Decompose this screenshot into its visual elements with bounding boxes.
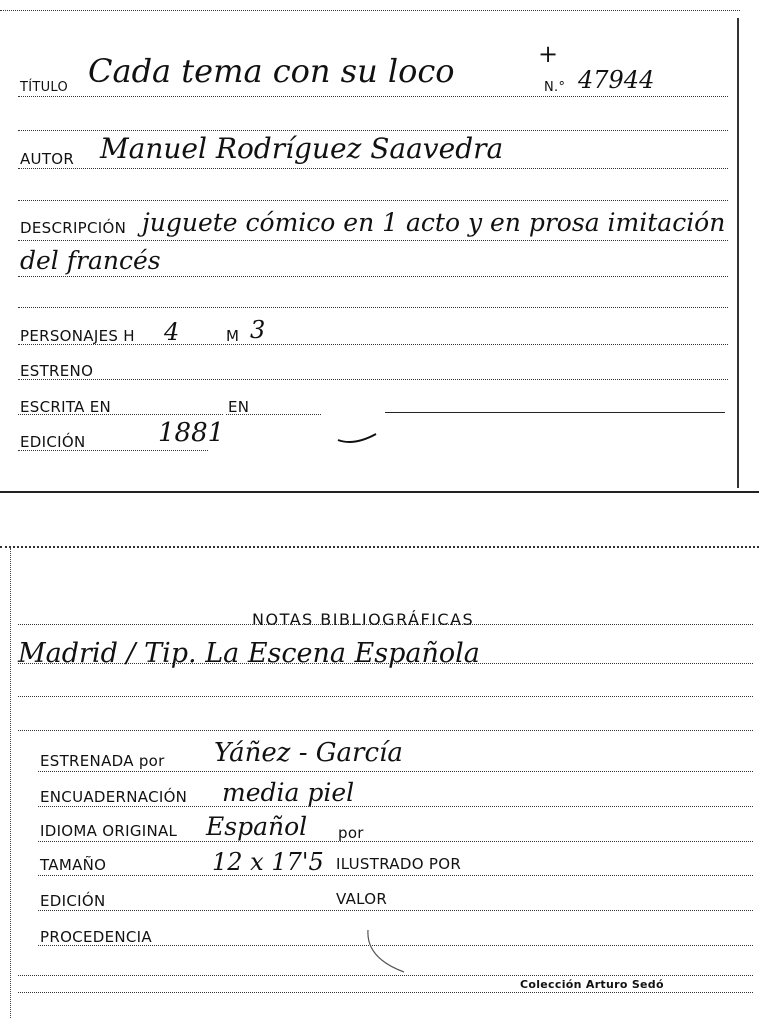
procedencia-label: PROCEDENCIA (40, 928, 152, 946)
personajes-m-label: M (226, 327, 240, 345)
notas-rule-1 (18, 624, 753, 625)
catalog-card-bottom (0, 530, 759, 1028)
personajes-h-value: 4 (164, 318, 180, 346)
catalog-card-top (0, 0, 759, 500)
tamano-label: TAMAÑO (40, 856, 107, 874)
escrita-en-rule-3 (385, 412, 725, 413)
titulo-rule (18, 96, 728, 97)
notas-rule-2 (18, 663, 753, 664)
notas-heading: NOTAS BIBLIOGRÁFICAS (252, 610, 475, 629)
escrita-en2-label: EN (228, 398, 250, 416)
blank-rule-1 (18, 130, 728, 131)
tamano-rule (38, 875, 753, 876)
tamano-value: 12 x 17'5 (212, 848, 324, 876)
escrita-en-rule-1 (18, 414, 223, 415)
descripcion-line2: del francés (20, 246, 161, 275)
estrenada-rule (38, 771, 753, 772)
personajes-rule (18, 344, 728, 345)
blank-rule-3 (18, 307, 728, 308)
titulo-label: TÍTULO (20, 80, 69, 95)
coleccion-label: Colección Arturo Sedó (520, 978, 664, 991)
card-left-edge (10, 548, 11, 1018)
edicion2-label: EDICIÓN (40, 892, 106, 910)
pencil-stroke-mark (364, 928, 414, 978)
edicion-value: 1881 (158, 418, 225, 448)
pencil-stroke-mark (336, 430, 380, 446)
encuadernacion-value: media piel (222, 778, 355, 807)
procedencia-rule-2 (18, 975, 753, 976)
estrenada-value: Yáñez - García (214, 738, 403, 768)
idioma-label: IDIOMA ORIGINAL (40, 822, 178, 840)
estreno-label: ESTRENO (20, 362, 94, 380)
escrita-en-rule-2 (226, 414, 321, 415)
valor-label: VALOR (336, 890, 388, 908)
card-bottom-edge (0, 491, 759, 493)
autor-value: Manuel Rodríguez Saavedra (100, 132, 504, 165)
personajes-label: PERSONAJES H (20, 327, 135, 345)
notas-value: Madrid / Tip. La Escena Española (18, 638, 480, 669)
titulo-value: Cada tema con su loco (88, 52, 455, 90)
notas-rule-4 (18, 730, 753, 731)
blank-rule-2 (18, 200, 728, 201)
card-bottom-edge (18, 992, 753, 993)
idioma-value: Español (206, 812, 308, 841)
numero-value: 47944 (578, 66, 655, 94)
escrita-en-label: ESCRITA EN (20, 398, 112, 416)
ilustrado-label: ILUSTRADO POR (336, 855, 462, 873)
encuadernacion-label: ENCUADERNACIÓN (40, 788, 188, 806)
edicion2-rule (38, 910, 753, 911)
edicion-rule (18, 450, 208, 451)
numero-label: N.° (544, 80, 566, 95)
estrenada-label: ESTRENADA por (40, 752, 165, 770)
card-right-edge (737, 18, 739, 488)
edicion-label: EDICIÓN (20, 433, 86, 451)
card-top-edge (0, 10, 740, 11)
por-label: por (338, 824, 364, 842)
encuadernacion-rule (38, 806, 753, 807)
autor-rule (18, 168, 728, 169)
notas-rule-3 (18, 696, 753, 697)
personajes-m-value: 3 (250, 316, 266, 344)
card-top-edge (0, 546, 759, 548)
descripcion-rule-1 (18, 240, 728, 241)
autor-label: AUTOR (20, 150, 75, 168)
numero-mark: + (538, 40, 559, 68)
descripcion-rule-2 (18, 276, 728, 277)
descripcion-label: DESCRIPCIÓN (20, 219, 127, 237)
descripcion-line1: juguete cómico en 1 acto y en prosa imitación (142, 208, 726, 237)
estreno-rule (18, 379, 728, 380)
idioma-rule (38, 841, 753, 842)
